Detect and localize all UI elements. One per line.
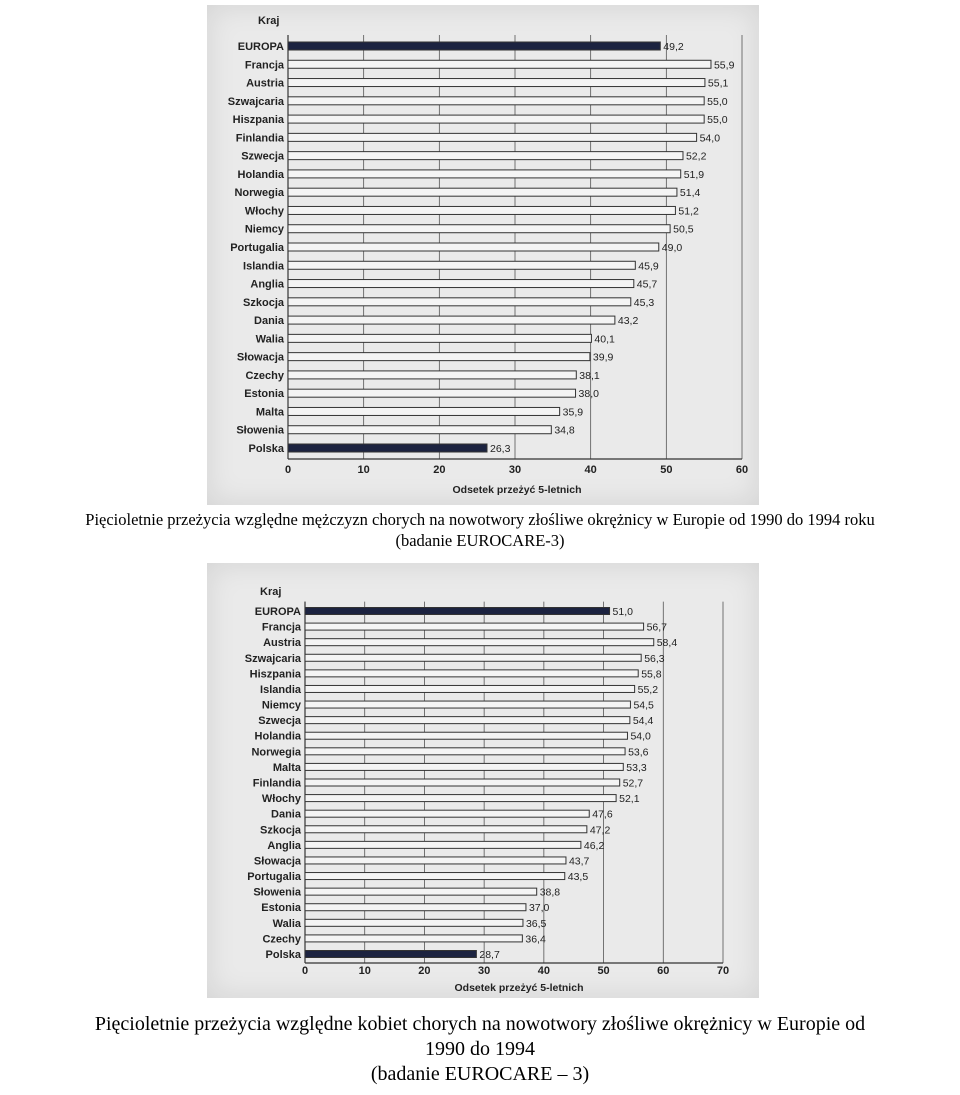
x-tick-label: 30 xyxy=(508,464,522,476)
x-tick-label: 60 xyxy=(735,464,749,476)
bar xyxy=(288,334,591,342)
category-label: Dania xyxy=(271,808,301,821)
x-axis-title: Odsetek przeżyć 5-letnich xyxy=(454,982,584,994)
data-label: 55,0 xyxy=(707,95,728,108)
bar xyxy=(305,654,641,661)
bar xyxy=(305,623,644,630)
data-label: 45,3 xyxy=(633,296,655,309)
bar xyxy=(288,206,675,214)
category-label: Szwecja xyxy=(258,715,301,728)
data-label: 55,8 xyxy=(641,668,662,681)
category-label: Włochy xyxy=(244,205,284,218)
bar xyxy=(288,60,711,68)
data-label: 55,0 xyxy=(707,114,728,127)
category-label: Portugalia xyxy=(230,242,284,254)
category-label: Włochy xyxy=(261,793,301,806)
bar xyxy=(305,873,565,880)
category-label: Czechy xyxy=(245,369,284,382)
category-label: Niemcy xyxy=(261,699,301,712)
data-label: 34,8 xyxy=(554,424,575,437)
data-label: 56,7 xyxy=(646,621,668,634)
x-tick-label: 20 xyxy=(433,464,446,476)
bar xyxy=(288,79,705,87)
category-label: Dania xyxy=(254,315,284,328)
category-label: Estonia xyxy=(261,902,301,915)
data-label: 40,1 xyxy=(594,333,615,346)
bar xyxy=(305,826,587,833)
data-label: 56,3 xyxy=(644,652,665,665)
bar xyxy=(288,353,590,361)
data-label: 54,0 xyxy=(630,730,651,743)
category-label: Szwecja xyxy=(241,150,284,163)
category-label: Szkocja xyxy=(243,296,284,309)
bar xyxy=(305,795,616,802)
category-label: Malta xyxy=(255,406,284,419)
data-label: 37,0 xyxy=(528,902,550,915)
data-label: 38,1 xyxy=(579,369,600,382)
category-label: Słowenia xyxy=(253,886,301,899)
data-label: 55,2 xyxy=(637,683,659,696)
data-label: 43,5 xyxy=(567,871,589,884)
men-survival-chart xyxy=(207,5,759,505)
category-label: Słowenia xyxy=(236,424,284,437)
category-label: Holandia xyxy=(237,168,284,181)
category-label: Holandia xyxy=(254,730,301,743)
data-label: 51,2 xyxy=(678,205,699,218)
x-tick-label: 60 xyxy=(657,965,670,977)
bar xyxy=(305,810,589,817)
bar xyxy=(288,407,560,415)
data-label: 58,4 xyxy=(656,637,678,650)
bar xyxy=(288,426,551,434)
x-tick-label: 40 xyxy=(584,464,597,476)
x-tick-label: 10 xyxy=(358,965,371,977)
men-caption-line2: (badanie EUROCARE-3) xyxy=(395,531,565,550)
bar xyxy=(288,133,697,141)
category-label: Anglia xyxy=(250,278,284,291)
x-tick-label: 20 xyxy=(418,965,431,977)
category-label: Szwajcaria xyxy=(244,652,301,665)
men-chart-caption xyxy=(0,509,960,551)
bar xyxy=(288,97,704,105)
women-caption-line2: 1990 do 1994 xyxy=(425,1038,535,1060)
bar xyxy=(288,170,681,178)
bar xyxy=(288,152,683,160)
data-label: 52,2 xyxy=(685,150,707,163)
bar xyxy=(305,951,476,958)
bar xyxy=(305,763,623,770)
category-label: Hiszpania xyxy=(232,114,284,127)
data-label: 45,7 xyxy=(636,278,658,291)
x-tick-label: 0 xyxy=(284,464,292,476)
category-label: EUROPA xyxy=(237,41,284,53)
category-label: Słowacja xyxy=(236,351,284,364)
data-label: 39,9 xyxy=(592,351,614,364)
bar xyxy=(288,371,576,379)
x-tick-label: 40 xyxy=(537,965,550,977)
data-label: 53,3 xyxy=(626,761,647,774)
data-label: 51,4 xyxy=(679,187,701,200)
category-label: Malta xyxy=(272,761,301,774)
data-label: 54,5 xyxy=(633,699,654,712)
category-label: Norwegia xyxy=(251,746,301,759)
data-label: 51,9 xyxy=(683,168,705,181)
category-label: Hiszpania xyxy=(249,668,301,681)
bar xyxy=(305,857,566,864)
data-label: 35,9 xyxy=(562,406,584,419)
x-tick-label: 0 xyxy=(301,965,309,977)
bar xyxy=(305,701,630,708)
women-chart-caption xyxy=(0,1012,960,1087)
bar xyxy=(305,841,581,848)
data-label: 54,4 xyxy=(632,715,654,728)
bar xyxy=(305,779,620,786)
bar xyxy=(288,280,634,288)
bar xyxy=(288,115,704,123)
bar xyxy=(288,298,631,306)
category-label: Islandia xyxy=(260,683,301,696)
x-tick-label: 50 xyxy=(597,965,610,977)
data-label: 43,7 xyxy=(568,855,590,868)
bar xyxy=(305,717,630,724)
bar xyxy=(305,685,635,692)
x-tick-label: 30 xyxy=(478,965,491,977)
bar xyxy=(305,935,522,942)
x-tick-label: 50 xyxy=(660,464,673,476)
category-label: Walia xyxy=(272,917,301,930)
data-label: 38,8 xyxy=(539,886,561,899)
bar xyxy=(288,316,615,324)
men-survival-chart-svg xyxy=(207,5,759,505)
bar xyxy=(305,748,625,755)
data-label: 54,0 xyxy=(699,132,721,145)
category-label: Norwegia xyxy=(234,187,284,200)
category-label: Islandia xyxy=(243,260,284,273)
data-label: 38,0 xyxy=(578,388,599,401)
data-label: 49,0 xyxy=(661,242,683,254)
data-label: 52,1 xyxy=(619,793,640,806)
category-label: Słowacja xyxy=(253,855,301,868)
men-caption-line1: Pięcioletnie przeżycia względne mężczyzn chorych na nowotwory złośliwe okrężnicy w Europie od 1990 do 1994 roku xyxy=(85,510,875,529)
data-label: 45,9 xyxy=(638,260,659,273)
women-caption-line1: Pięcioletnie przeżycia względne kobiet chorych na nowotwory złośliwe okrężnicy w Europie od xyxy=(94,1013,866,1035)
category-label: Polska xyxy=(248,443,284,455)
data-label: 47,2 xyxy=(589,824,611,837)
data-label: 49,2 xyxy=(663,41,684,53)
bar xyxy=(288,188,677,196)
women-survival-chart xyxy=(207,563,759,998)
data-label: 55,1 xyxy=(707,77,729,90)
category-header: Kraj xyxy=(258,15,280,27)
category-label: Portugalia xyxy=(247,871,301,884)
women-caption-line3: (badanie EUROCARE – 3) xyxy=(370,1063,590,1085)
data-label: 50,5 xyxy=(673,223,694,236)
category-label: Francja xyxy=(261,621,301,634)
data-label: 36,5 xyxy=(525,917,547,930)
bar xyxy=(305,670,638,677)
data-label: 26,3 xyxy=(490,443,511,455)
x-axis-title: Odsetek przeżyć 5-letnich xyxy=(452,484,582,496)
category-label: EUROPA xyxy=(254,606,301,618)
category-label: Walia xyxy=(255,333,284,346)
bar xyxy=(288,261,635,269)
bar xyxy=(305,888,537,895)
bar xyxy=(305,904,526,911)
bar xyxy=(305,639,654,646)
bar xyxy=(288,225,670,233)
bar xyxy=(288,389,576,397)
category-label: Szkocja xyxy=(260,824,301,837)
data-label: 55,9 xyxy=(713,59,735,72)
women-survival-chart-svg xyxy=(207,563,759,998)
data-label: 53,6 xyxy=(628,746,649,759)
category-label: Francja xyxy=(244,59,284,72)
category-label: Finlandia xyxy=(252,777,301,790)
category-label: Austria xyxy=(263,637,301,650)
data-label: 46,2 xyxy=(583,839,605,852)
bar xyxy=(288,243,659,251)
bar xyxy=(288,444,487,452)
data-label: 28,7 xyxy=(479,949,500,961)
data-label: 36,4 xyxy=(525,933,546,946)
category-label: Szwajcaria xyxy=(227,95,284,108)
category-header: Kraj xyxy=(260,586,282,598)
category-label: Anglia xyxy=(267,839,301,852)
category-label: Austria xyxy=(246,77,284,90)
bar xyxy=(305,732,627,739)
category-label: Finlandia xyxy=(235,132,284,145)
data-label: 47,6 xyxy=(592,808,613,821)
category-label: Czechy xyxy=(262,933,301,946)
data-label: 52,7 xyxy=(622,777,644,790)
category-label: Estonia xyxy=(244,388,284,401)
category-label: Niemcy xyxy=(244,223,284,236)
bar xyxy=(305,919,523,926)
x-tick-label: 70 xyxy=(716,965,730,977)
data-label: 51,0 xyxy=(612,606,633,618)
x-tick-label: 10 xyxy=(357,464,370,476)
category-label: Polska xyxy=(265,949,301,961)
bar xyxy=(305,608,610,615)
data-label: 43,2 xyxy=(617,315,639,328)
bar xyxy=(288,42,660,50)
